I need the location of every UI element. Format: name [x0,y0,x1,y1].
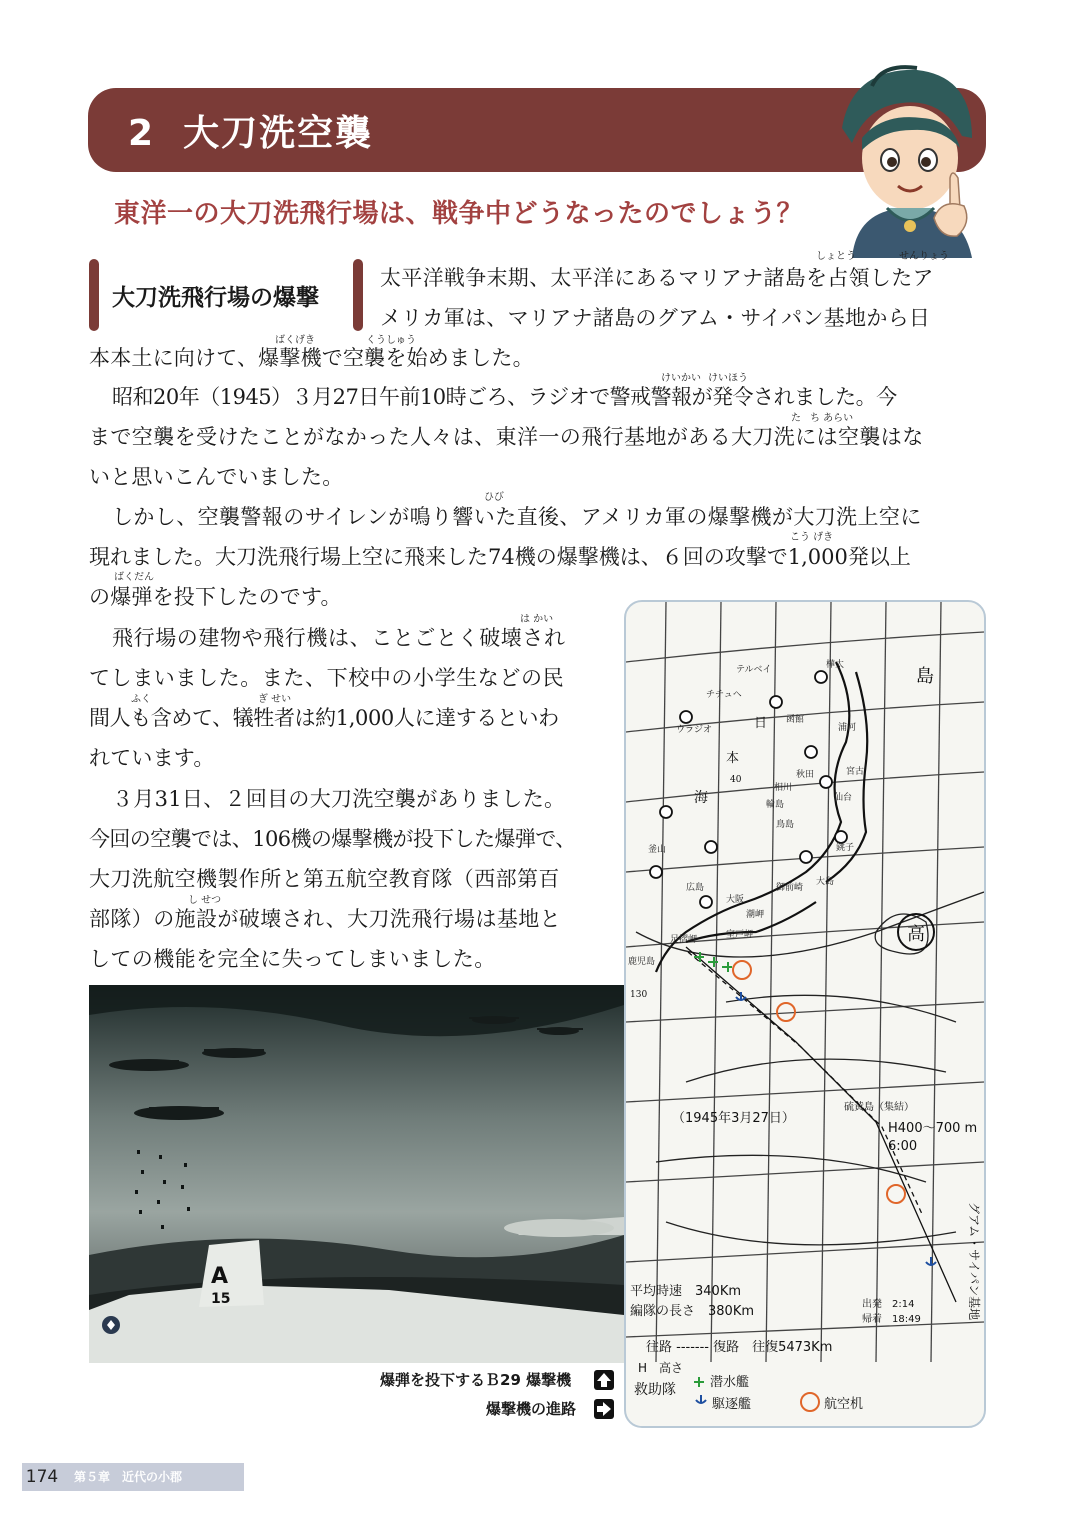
map-assembly-label: 硫黄島（集結） [844,1102,914,1113]
map-place-torishima: 鳥島 [776,820,795,830]
ruby-senryou: せんりょう [899,251,949,262]
ruby-kuushuu: くうしゅう [366,335,416,346]
svg-text:15: 15 [211,1291,231,1307]
map-place-hiroshima: 広島 [686,883,705,893]
body-line-2: メリカ軍は、マリアナ諸島のグアム・サイパン基地から日 [380,306,931,330]
ruby-ta: た [791,413,801,424]
section-heading-bar-left [89,259,99,331]
ruby-hakai: は かい [520,614,554,625]
body-line-18: しての機能を完全に失ってしまいました。 [89,947,496,971]
map-place-terubei: テルベイ [736,665,772,675]
map-place-urajio: ウラジオ [676,725,713,735]
b29-bomber-photo [89,985,624,1363]
page-number: 174 [25,1467,59,1487]
chapter-label: 第５章 近代の小郡 [74,1470,183,1484]
guiding-question: 東洋一の大刀洗飛行場は、戦争中どうなったのでしょう？ [114,199,804,229]
body-line-14: ３月31日、２回目の大刀洗空襲がありました。 [112,787,566,811]
map-altitude-label: H400〜700 m [888,1121,978,1136]
map-formation-label: 編隊の長さ 380Km [630,1304,755,1319]
map-place-osaka: 大阪 [726,895,745,905]
map-place-akita: 秋田 [796,770,815,780]
map-place-murotomisaki: 室戸岬 [726,930,754,940]
map-lon130-label: 130 [630,990,648,1000]
arrow-right-icon [594,1399,614,1419]
body-line-5: まで空襲を受けたことがなかった人々は、東洋一の飛行基地がある大刀洗には空襲はな [89,425,924,449]
map-island-label: 島 [916,666,934,687]
ruby-bakudan: ばくだん [114,572,154,583]
svg-text:A: A [211,1264,229,1289]
section-title: 大刀洗飛行場の爆撃 [112,285,319,311]
section-heading-bar-right [353,259,363,331]
map-japan-label: 日 [754,716,768,731]
map-place-sendai: 仙台 [834,793,853,803]
map-place-kagoshima: 鹿児島 [628,957,656,967]
body-line-4: 昭和20年（1945）３月27日午前10時ごろ、ラジオで警戒警報が発令されました。今 [112,385,897,409]
body-line-3: 本本土に向けて、爆撃機で空襲を始めました。 [89,346,534,370]
body-line-13: れています。 [89,746,215,770]
ruby-keikai: けいかい [661,373,701,384]
map-place-karafuto: 樺太 [826,660,845,670]
body-line-12: 間人も含めて、犠牲者は約1,000人に達するといわ [89,706,559,730]
map-high-pressure-label: 高 [907,924,925,945]
body-line-15: 今回の空襲では、106機の爆撃機が投下した爆弾で、 [89,827,576,851]
map-departure-label: 出発 2:14 [862,1299,915,1310]
body-line-16: 大刀洗航空機製作所と第五航空教育隊（西部第百 [89,867,560,891]
body-line-1: 太平洋戦争末期、太平洋にあるマリアナ諸島を占領したア [380,266,934,290]
map-place-urakawa: 浦河 [838,723,857,733]
body-line-10: 飛行場の建物や飛行機は、ことごとく破壊され [112,626,566,650]
body-line-9: の爆弾を投下したのです。 [89,585,342,609]
ruby-shotou: しょとう [816,251,856,262]
arrow-up-icon [594,1370,614,1390]
body-line-11: てしまいました。また、下校中の小学生などの民 [89,666,565,690]
map-route-legend: 往路 ------- 復路 往復5473Km [646,1340,833,1355]
map-legend-height: H 高さ [638,1361,684,1375]
map-place-oshima: 大島 [816,877,835,887]
ruby-gisei: ぎ せい [258,694,292,705]
ruby-kougeki: こう げき [790,532,834,543]
body-line-17: 部隊）の施設が破壊され、大刀洗飛行場は基地と [89,907,562,931]
body-line-8: 現れました。大刀洗飛行場上空に飛来した74機の爆撃機は、６回の攻撃で1,000発以上 [89,545,911,569]
map-lat40-label: 40 [730,775,742,785]
map-date-label: （1945年3月27日） [672,1111,795,1126]
ruby-bakugeki: ばくげき [275,335,315,346]
map-guam-label: グアム・サイパン基地 [967,1202,981,1321]
route-map-drawing [626,602,984,1426]
map-legend-rescue: 救助隊 [634,1382,676,1398]
map-place-busan: 釜山 [648,845,667,855]
photo-caption: 爆弾を投下するＢ29 爆撃機 [380,1371,572,1389]
ruby-keihou: けいほう [708,373,748,384]
ruby-chiarai: ち あらい [810,413,854,424]
map-caption: 爆撃機の進路 [486,1400,577,1418]
ruby-fuku: ふく [131,694,151,705]
page-title [128,104,373,164]
map-sea-label: 海 [694,790,708,806]
ruby-shisetsu: し せつ [188,895,222,906]
map-place-chichuhe: チチュヘ [706,690,742,700]
map-honshu-label: 本 [726,751,740,766]
map-legend-airbase: 航空机 [824,1397,864,1412]
map-place-wajima: 輪島 [766,800,785,810]
map-place-omaezaki: 御前崎 [776,883,804,893]
map-legend-submarine: 潜水艦 [710,1375,750,1390]
section-number: 2 [128,113,156,154]
ruby-hibi: ひび [484,492,504,503]
section-heading: 大刀洗空襲 [183,113,374,154]
map-speed-label: 平均時速 340Km [630,1284,742,1299]
map-place-miyako: 宮古 [846,767,865,777]
map-place-aikawa: 相川 [774,783,793,793]
map-legend-destroyer: 駆逐艦 [712,1397,752,1412]
body-line-6: いと思いこんでいました。 [89,465,344,489]
map-place-shionomisaki: 潮岬 [746,910,765,920]
map-time-label: 6:00 [888,1139,918,1154]
mascot-character-illustration [822,58,982,258]
map-place-choshi: 銚子 [836,843,855,853]
bomber-route-map [624,600,986,1428]
map-return-label: 帰着 18:49 [862,1314,921,1325]
body-line-7: しかし、空襲警報のサイレンが鳴り響いた直後、アメリカ軍の爆撃機が大刀洗上空に [112,505,922,529]
map-place-ashizurimisaki: 足摺岬 [670,935,698,945]
map-place-hakodate: 函館 [786,715,805,725]
